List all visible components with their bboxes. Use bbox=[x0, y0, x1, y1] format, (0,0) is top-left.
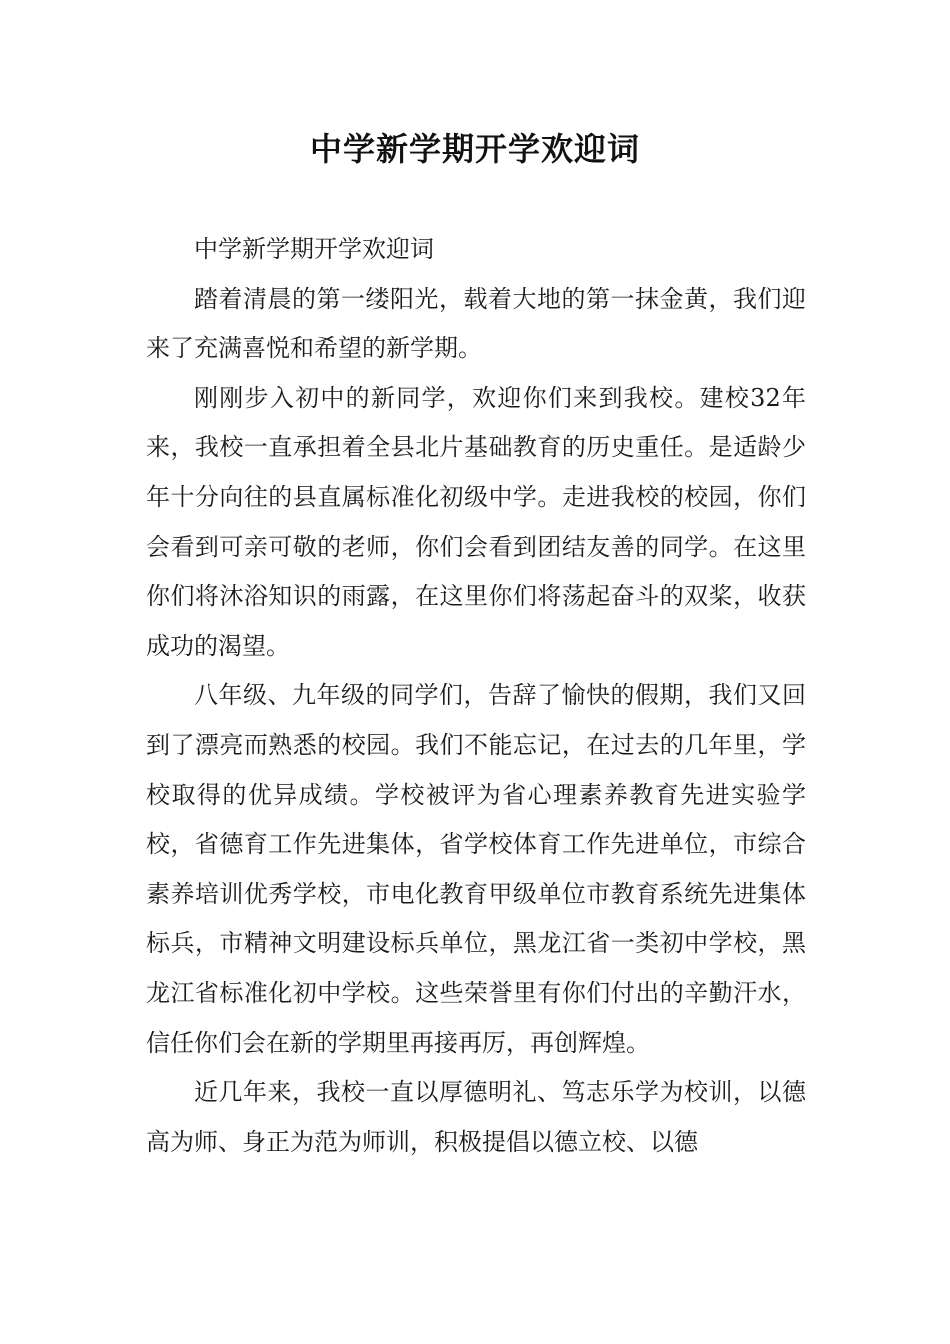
paragraph: 踏着清晨的第一缕阳光，载着大地的第一抹金黄，我们迎来了充满喜悦和希望的新学期。 bbox=[146, 284, 806, 363]
paragraph: 八年级、九年级的同学们，告辞了愉快的假期，我们又回到了漂亮而熟悉的校园。我们不能忘记，在过去的几年里，学校取得的优异成绩。学校被评为省心理素养教育先进实验学校，省德育工作先进集体，省学校体育工作先进单位，市综合素养培训优秀学校，市电化教育甲级单位市教育系统先进集体标兵，市精神文明建设标兵单位，黑龙江省一类初中学校，黑龙江省标准化初中学校。这些荣誉里有你们付出的辛勤汗水，信任你们会在新的学期里再接再厉，再创辉煌。 bbox=[146, 681, 806, 1057]
document-body bbox=[146, 225, 806, 1167]
paragraph-heading: 中学新学期开学欢迎词 bbox=[194, 235, 434, 263]
document-title: 中学新学期开学欢迎词 bbox=[309, 130, 640, 168]
paragraph: 近几年来，我校一直以厚德明礼、笃志乐学为校训，以德高为师、身正为范为师训，积极提倡以德立校、以德 bbox=[146, 1078, 806, 1156]
paragraph: 刚刚步入初中的新同学，欢迎你们来到我校。建校32年来，我校一直承担着全县北片基础教育的历史重任。是适龄少年十分向往的县直属标准化初级中学。走进我校的校园，你们会看到可亲可敬的老师，你们会看到团结友善的同学。在这里你们将沐浴知识的雨露，在这里你们将荡起奋斗的双桨，收获成功的渴望。 bbox=[146, 383, 806, 660]
